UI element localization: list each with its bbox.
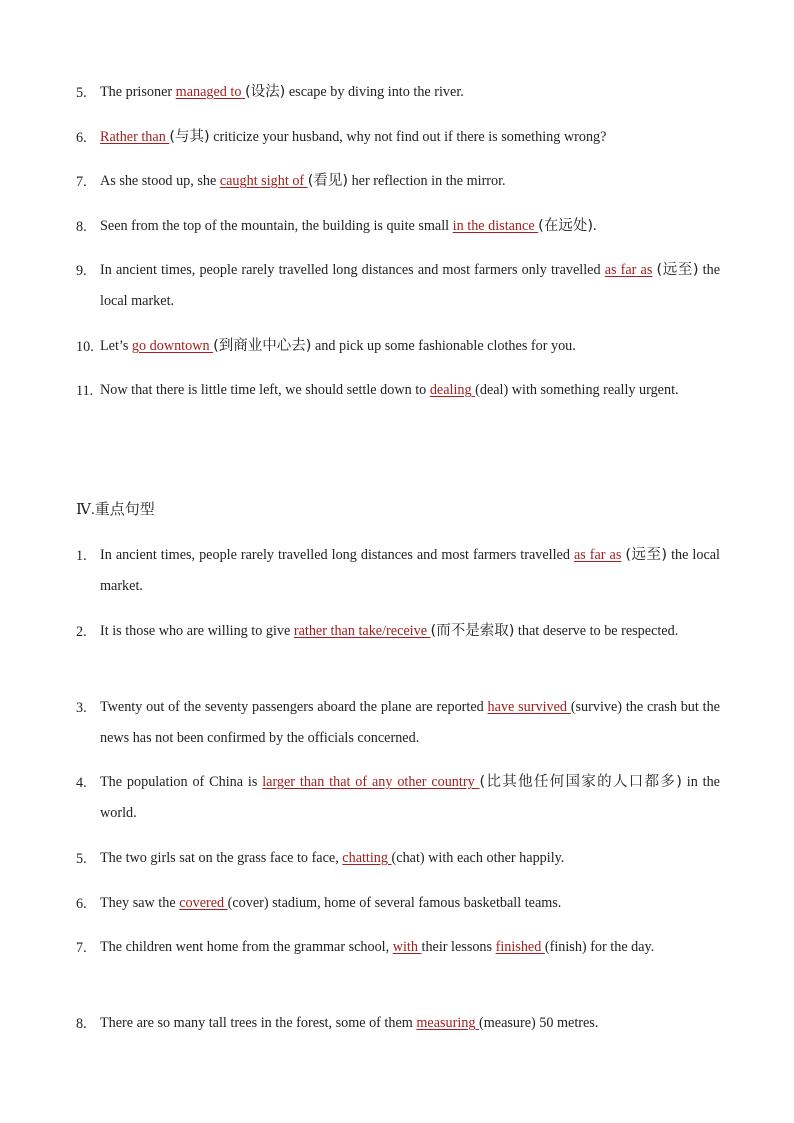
- answer-blank: managed to: [175, 84, 245, 100]
- chinese-hint: (在远处): [538, 218, 593, 234]
- section-heading: Ⅳ.重点句型: [76, 502, 155, 518]
- item-number: 5.: [76, 851, 87, 867]
- sentence-text: .: [593, 218, 597, 234]
- answer-blank: go downtown: [131, 338, 214, 354]
- sentence: [100, 375, 720, 406]
- sentence-text: The prisoner: [100, 84, 176, 100]
- item-number: 6.: [76, 896, 87, 912]
- sentence-text: (finish) for the day.: [544, 939, 655, 955]
- answer-blank: as far as: [604, 262, 653, 278]
- sentence-text: Now that there is little time left, we should settle down to: [100, 382, 430, 398]
- sentence-text: criticize your husband, why not find out if there is something wrong?: [209, 129, 607, 145]
- sentence-text: (measure) 50 metres.: [479, 1015, 599, 1031]
- item-number: 1.: [76, 548, 87, 564]
- sentence-pattern-1: [76, 547, 720, 609]
- answer-blank: dealing: [429, 382, 476, 398]
- sentence-pattern-8: [76, 1015, 720, 1046]
- item-number: 5.: [76, 85, 87, 101]
- item-number: 10.: [76, 339, 94, 355]
- sentence: [100, 1008, 720, 1039]
- exercise-item-11: [76, 382, 720, 413]
- item-number: 7.: [76, 174, 87, 190]
- answer-blank: larger than that of any other country: [262, 774, 480, 790]
- sentence-text: The population of China is: [100, 774, 263, 790]
- chinese-hint: (设法): [245, 84, 286, 100]
- answer-blank: finished: [495, 939, 545, 955]
- sentence-text: (cover) stadium, home of several famous basketball teams.: [227, 895, 562, 911]
- sentence-text: Let’s: [100, 338, 132, 354]
- sentence-text: that deserve to be respected.: [514, 623, 679, 639]
- sentence: [100, 166, 720, 197]
- answer-blank: as far as: [573, 547, 622, 563]
- answer-blank: measuring: [416, 1015, 480, 1031]
- sentence-text: In ancient times, people rarely travelled long distances and most farmers only travelled: [100, 262, 605, 278]
- sentence-text: The children went home from the grammar school,: [100, 939, 393, 955]
- answer-blank: with: [392, 939, 422, 955]
- sentence-text: and pick up some fashionable clothes for you.: [311, 338, 576, 354]
- answer-blank: rather than take/receive: [293, 623, 431, 639]
- answer-blank: Rather than: [100, 129, 170, 145]
- chinese-hint: (远至): [625, 547, 668, 563]
- sentence-text: the local market.: [100, 547, 720, 594]
- sentence: [100, 692, 720, 754]
- sentence-pattern-6: [76, 895, 720, 926]
- sentence: [100, 767, 720, 829]
- exercise-item-6: [76, 129, 720, 160]
- sentence-text: Seen from the top of the mountain, the building is quite small: [100, 218, 453, 234]
- sentence-text: In ancient times, people rarely travelled long distances and most farmers travelled: [100, 547, 574, 563]
- chinese-hint: (而不是索取): [430, 623, 515, 639]
- exercise-item-9: [76, 262, 720, 324]
- item-number: 6.: [76, 130, 87, 146]
- sentence-text: (chat) with each other happily.: [391, 850, 565, 866]
- exercise-item-10: [76, 338, 720, 369]
- sentence-text: their lessons: [421, 939, 496, 955]
- sentence-text: the local market.: [100, 262, 720, 309]
- sentence-text: The two girls sat on the grass face to face,: [100, 850, 343, 866]
- chinese-hint: (到商业中心去): [213, 338, 312, 354]
- chinese-hint: (比其他任何国家的人口都多): [479, 774, 682, 790]
- answer-blank: chatting: [342, 850, 392, 866]
- item-number: 8.: [76, 219, 87, 235]
- sentence-text: Twenty out of the seventy passengers aboard the plane are reported: [100, 699, 488, 715]
- item-number: 7.: [76, 940, 87, 956]
- sentence-pattern-5: [76, 850, 720, 881]
- exercise-item-7: [76, 173, 720, 204]
- item-number: 8.: [76, 1016, 87, 1032]
- exercise-item-5: [76, 84, 720, 115]
- item-number: 11.: [76, 383, 94, 399]
- chinese-hint: (看见): [307, 173, 349, 189]
- sentence-pattern-4: [76, 774, 720, 836]
- sentence: [100, 255, 720, 317]
- sentence: [100, 211, 720, 242]
- exercise-item-8: [76, 218, 720, 249]
- sentence: [100, 616, 720, 647]
- sentence: [100, 540, 720, 602]
- answer-blank: have survived: [487, 699, 571, 715]
- sentence: [100, 932, 720, 963]
- sentence-text: There are so many tall trees in the forest, some of them: [100, 1015, 417, 1031]
- sentence: [100, 843, 720, 874]
- sentence: [100, 122, 720, 153]
- answer-blank: covered: [179, 895, 228, 911]
- sentence-text: in the world.: [100, 774, 720, 821]
- item-number: 2.: [76, 624, 87, 640]
- sentence-text: They saw the: [100, 895, 180, 911]
- answer-blank: in the distance: [452, 218, 539, 234]
- item-number: 3.: [76, 700, 87, 716]
- answer-blank: caught sight of: [219, 173, 308, 189]
- chinese-hint: (远至): [656, 262, 699, 278]
- sentence-pattern-7: [76, 939, 720, 970]
- sentence: [100, 888, 720, 919]
- sentence-text: (survive) the crash but the news has not been confirmed by the officials concerned.: [100, 699, 720, 746]
- sentence: [100, 331, 720, 362]
- item-number: 4.: [76, 775, 87, 791]
- sentence-text: her reflection in the mirror.: [348, 173, 506, 189]
- sentence: [100, 77, 720, 108]
- sentence-pattern-3: [76, 699, 720, 761]
- sentence-text: As she stood up, she: [100, 173, 220, 189]
- sentence-pattern-2: [76, 623, 720, 654]
- item-number: 9.: [76, 263, 87, 279]
- sentence-text: escape by diving into the river.: [285, 84, 464, 100]
- chinese-hint: (与其): [169, 129, 210, 145]
- sentence-text: (deal) with something really urgent.: [475, 382, 679, 398]
- sentence-text: It is those who are willing to give: [100, 623, 294, 639]
